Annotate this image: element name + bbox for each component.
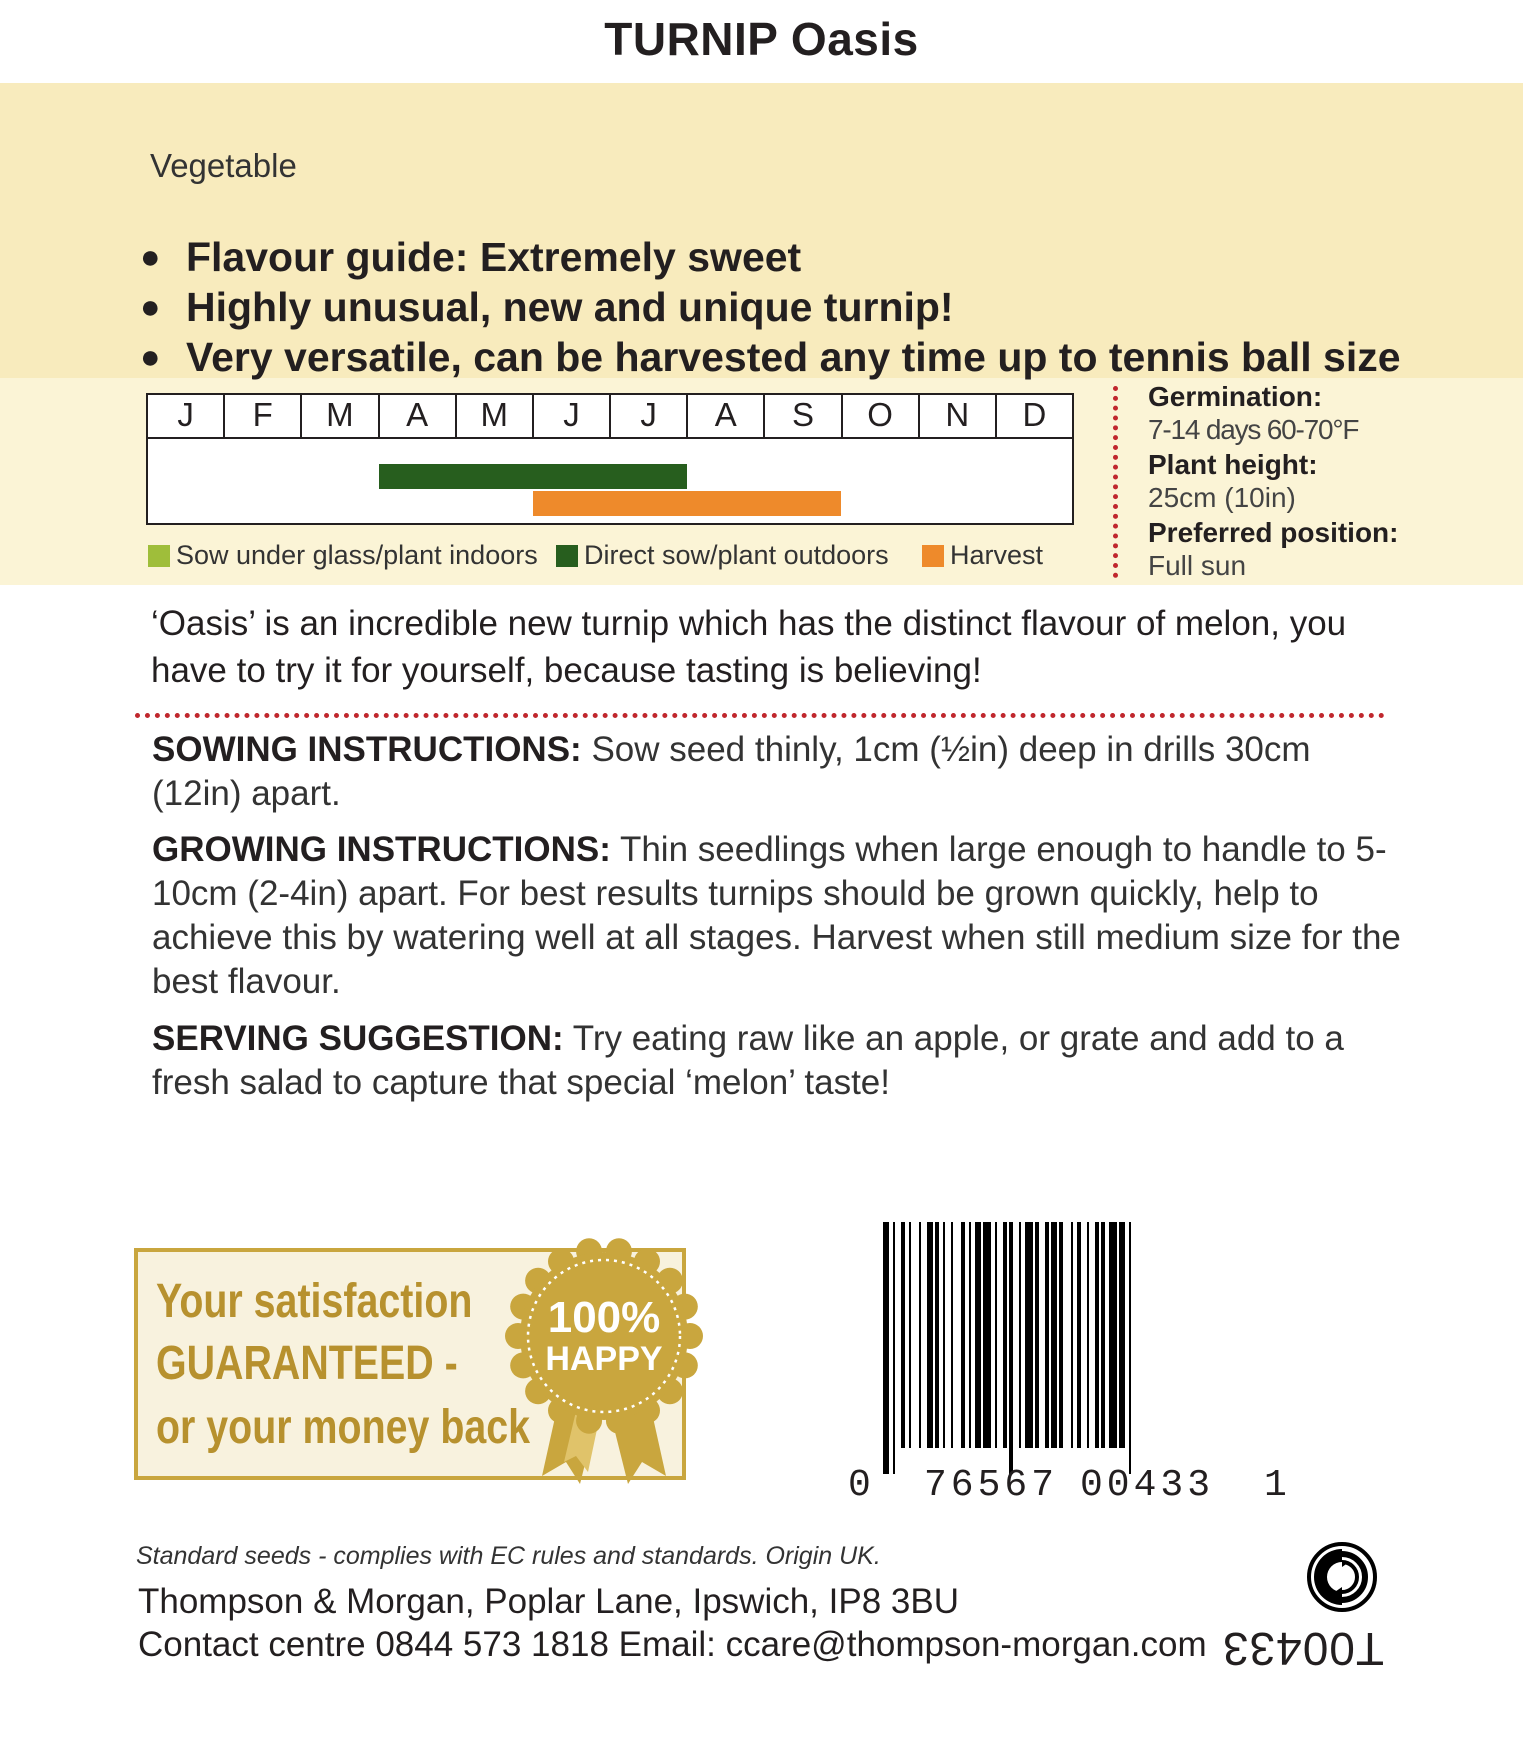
month-cell: A (686, 395, 763, 437)
germination-label: Germination: (1148, 381, 1323, 412)
position-value: Full sun (1148, 550, 1247, 581)
contact-info: Contact centre 0844 573 1818 Email: ccare@thompson-morgan.com (138, 1625, 1207, 1664)
feature-item (138, 232, 1401, 282)
category-label: Vegetable (150, 147, 297, 184)
horizontal-divider (135, 713, 1385, 718)
calendar-legend (148, 540, 1043, 571)
month-cell: J (177, 396, 194, 433)
legend-swatch (922, 545, 944, 567)
vertical-divider (1113, 386, 1118, 578)
calendar-month-row (148, 395, 1072, 439)
legend-label: Sow under glass/plant indoors (176, 540, 538, 570)
rosette-percent: 100% (547, 1293, 661, 1342)
feature-text: Very versatile, can be harvested any time up to tennis ball size (186, 334, 1401, 380)
sowing-heading: SOWING INSTRUCTIONS: (152, 730, 582, 769)
sowing-text: Sow seed thinly, 1cm (½in) deep in drills 30cm (12in) apart. (152, 730, 1311, 813)
month-cell: F (223, 395, 300, 437)
rosette-word: HAPPY (545, 1340, 663, 1378)
guarantee-line-2: GUARANTEED - (156, 1337, 458, 1390)
guarantee-line-3: or your money back (156, 1401, 531, 1454)
barcode-digit: 0 (848, 1464, 871, 1507)
bullet-icon: ● (140, 338, 161, 376)
bullet-icon: ● (140, 288, 161, 326)
plant-facts (1148, 380, 1398, 582)
feature-item (138, 282, 1401, 332)
barcode (848, 1222, 1288, 1507)
legend-swatch (148, 545, 170, 567)
product-title: TURNIP Oasis (604, 13, 919, 65)
feature-text: Flavour guide: Extremely sweet (186, 234, 802, 280)
month-cell: S (763, 395, 840, 437)
standard-note: Standard seeds - complies with EC rules and standards. Origin UK. (136, 1542, 881, 1570)
month-cell: M (300, 395, 377, 437)
rosette-icon (504, 1236, 704, 1484)
growing-heading: GROWING INSTRUCTIONS: (152, 830, 611, 869)
sowing-calendar (146, 393, 1074, 525)
growing-text: Thin seedlings when large enough to handle to 5-10cm (2-4in) apart. For best results turnips should be grown quickly, help to achieve this by watering well at all stages. Harvest when still medium size for the best flavour. (152, 830, 1401, 1001)
serving-heading: SERVING SUGGESTION: (152, 1019, 564, 1058)
month-cell: J (609, 395, 686, 437)
serving-text: Try eating raw like an apple, or grate and add to a fresh salad to capture that special ‘melon’ taste! (152, 1019, 1344, 1102)
feature-item (138, 332, 1401, 382)
company-address: Thompson & Morgan, Poplar Lane, Ipswich, IP8 3BU (138, 1582, 959, 1621)
growing-instructions (152, 828, 1402, 1004)
legend-harvest (922, 540, 1043, 571)
month-cell: M (455, 395, 532, 437)
feature-text: Highly unusual, new and unique turnip! (186, 284, 954, 330)
plant-height-label: Plant height: (1148, 449, 1318, 480)
barcode-digit: 1 (1264, 1464, 1287, 1507)
green-dot-recycle-icon (1305, 1540, 1379, 1614)
product-description: ‘Oasis’ is an incredible new turnip which has the distinct flavour of melon, you have to try it for yourself, because tasting is believing! (151, 604, 1347, 690)
month-cell: O (841, 395, 918, 437)
germination-value: 7-14 days 60-70°F (1148, 414, 1359, 445)
month-cell: N (918, 395, 995, 437)
month-cell: J (532, 395, 609, 437)
plant-height-value: 25cm (10in) (1148, 482, 1296, 513)
position-label: Preferred position: (1148, 517, 1399, 548)
direct-sow-bar (379, 464, 687, 489)
month-cell: A (378, 395, 455, 437)
barcode-bars (883, 1222, 1259, 1474)
feature-list (138, 232, 1401, 382)
product-code: T00433 (1222, 1623, 1385, 1675)
sowing-instructions (152, 728, 1402, 816)
legend-label: Harvest (950, 540, 1044, 570)
harvest-bar (533, 491, 841, 516)
guarantee-line-1: Your satisfaction (156, 1275, 473, 1328)
barcode-digit-group: 76567 (924, 1464, 1059, 1507)
legend-direct-sow (556, 540, 922, 571)
legend-label: Direct sow/plant outdoors (584, 540, 889, 570)
barcode-digit-group: 00433 (1080, 1464, 1215, 1507)
legend-sow-indoors (148, 540, 556, 571)
serving-suggestion (152, 1017, 1402, 1105)
month-cell: D (995, 395, 1072, 437)
legend-swatch (556, 545, 578, 567)
bullet-icon: ● (140, 238, 161, 276)
